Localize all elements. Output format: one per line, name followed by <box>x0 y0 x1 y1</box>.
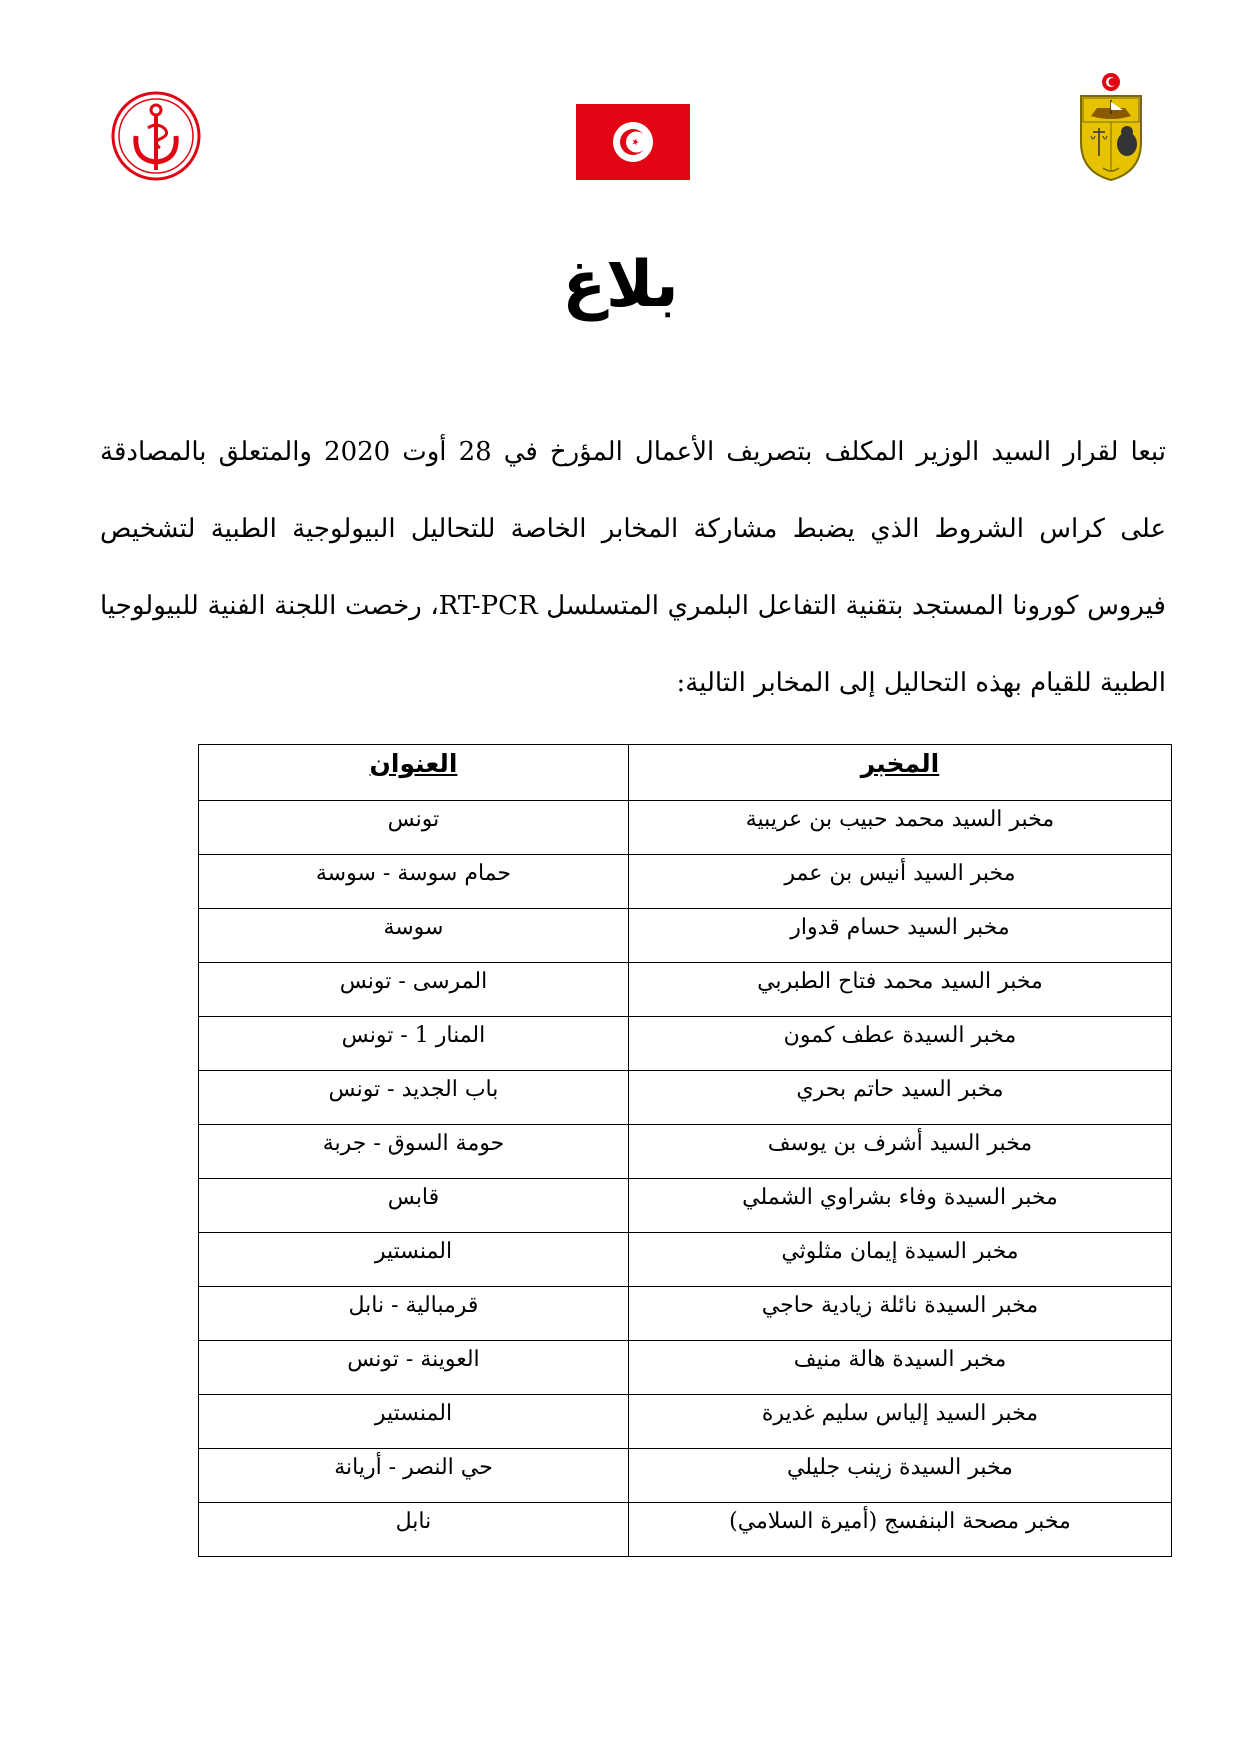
intro-paragraph: تبعا لقرار السيد الوزير المكلف بتصريف الأعمال المؤرخ في 28 أوت 2020 والمتعلق بالمصادقة على كراس الشروط الذي يضبط مشاركة المخابر الخاصة للتحاليل البيولوجية الطبية لتشخيص فيروس كورونا المستجد بتقنية التفاعل البلمري المتسلسل RT-PCR، رخصت اللجنة الفنية للبيولوجيا الطبية للقيام بهذه التحاليل إلى المخابر التالية: <box>100 437 1166 698</box>
header-lab: المخبر <box>628 745 1171 801</box>
tunisia-flag-icon <box>576 104 690 180</box>
lab-name-cell: مخبر السيد إلياس سليم غديرة <box>628 1395 1171 1449</box>
table-row <box>199 1017 1172 1071</box>
lab-address-cell: المنستير <box>199 1395 629 1449</box>
lab-address-cell: المنار 1 - تونس <box>199 1017 629 1071</box>
lab-address-cell: حمام سوسة - سوسة <box>199 855 629 909</box>
lab-name-cell: مخبر السيد حاتم بحري <box>628 1071 1171 1125</box>
table-row <box>199 1395 1172 1449</box>
table-row <box>199 1341 1172 1395</box>
lab-address-cell: حومة السوق - جربة <box>199 1125 629 1179</box>
page-title: بلاغ <box>562 248 679 322</box>
table-row <box>199 1449 1172 1503</box>
table-row <box>199 1179 1172 1233</box>
lab-name-cell: مخبر السيد أنيس بن عمر <box>628 855 1171 909</box>
lab-address-cell: المرسى - تونس <box>199 963 629 1017</box>
lab-address-cell: قرمبالية - نابل <box>199 1287 629 1341</box>
lab-name-cell: مخبر السيدة إيمان مثلوثي <box>628 1233 1171 1287</box>
lab-name-cell: مخبر السيد محمد حبيب بن عريبية <box>628 801 1171 855</box>
table-row <box>199 1071 1172 1125</box>
lab-address-cell: نابل <box>199 1503 629 1557</box>
table-row <box>199 1503 1172 1557</box>
lab-name-cell: مخبر السيدة وفاء بشراوي الشملي <box>628 1179 1171 1233</box>
labs-table <box>198 744 1172 1557</box>
lab-address-cell: سوسة <box>199 909 629 963</box>
table-row <box>199 1125 1172 1179</box>
labs-table-body <box>199 801 1172 1557</box>
lab-name-cell: مخبر السيد أشرف بن يوسف <box>628 1125 1171 1179</box>
lab-address-cell: قابس <box>199 1179 629 1233</box>
lab-name-cell: مخبر السيدة نائلة زيادية حاجي <box>628 1287 1171 1341</box>
table-row <box>199 1287 1172 1341</box>
lab-address-cell: حي النصر - أريانة <box>199 1449 629 1503</box>
lab-name-cell: مخبر السيدة عطف كمون <box>628 1017 1171 1071</box>
lab-name-cell: مخبر السيدة هالة منيف <box>628 1341 1171 1395</box>
table-row <box>199 1233 1172 1287</box>
flag-crescent-star-icon <box>613 122 653 162</box>
table-header-row <box>199 745 1172 801</box>
lab-address-cell: باب الجديد - تونس <box>199 1071 629 1125</box>
lab-name-cell: مخبر السيدة زينب جليلي <box>628 1449 1171 1503</box>
lab-name-cell: مخبر السيد محمد فتاح الطبربي <box>628 963 1171 1017</box>
lab-address-cell: المنستير <box>199 1233 629 1287</box>
lab-name-cell: مخبر السيد حسام قدوار <box>628 909 1171 963</box>
lab-address-cell: العوينة - تونس <box>199 1341 629 1395</box>
lab-address-cell: تونس <box>199 801 629 855</box>
header-address: العنوان <box>199 745 629 801</box>
health-ministry-logo-icon <box>110 90 202 182</box>
table-row <box>199 801 1172 855</box>
tunisia-coat-of-arms-icon <box>1075 72 1147 182</box>
lab-name-cell: مخبر مصحة البنفسج (أميرة السلامي) <box>628 1503 1171 1557</box>
table-row <box>199 855 1172 909</box>
table-row <box>199 909 1172 963</box>
table-row <box>199 963 1172 1017</box>
